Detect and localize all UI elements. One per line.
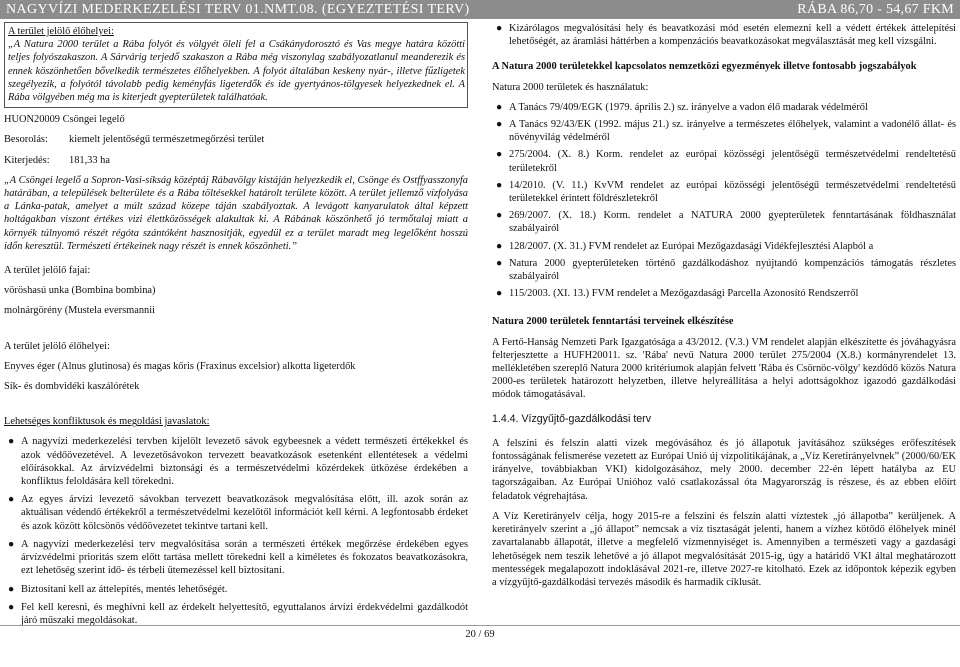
section-heading: 1.4.4. Vízgyűjtő-gazdálkodási terv (492, 412, 651, 425)
law-item: ● 269/2007. (X. 18.) Korm. rendelet a NATURA 2000 gyepterületek fenntartásának földhasználat szabályairól (496, 210, 956, 235)
bullet-icon: ● (496, 179, 503, 191)
page-header (0, 0, 960, 19)
area-label: Kiterjedés: (4, 154, 50, 166)
wfd-paragraph-1: A felszíni és felszín alatti vizek megóvásához és jó állapotuk javításához szükséges erőfeszítések fontosságának felismerése vezetett az Európai Unió új vízpolitikájának, a „Víz Keretirányelvnek” (2000/60/EK irányelve, továbbiakban VKI) kidolgozásához, mely 2000. december 22-én lépett hatályba az EU tagországaiban. Az Európai Unióhoz való csatlakozással óta Magyarország is részese, és az ebben előírt feladatok végrehajtása. (492, 437, 956, 502)
law-item: ● 115/2003. (XI. 13.) FVM rendelet a Mezőgazdasági Parcella Azonosító Rendszerről (496, 288, 859, 300)
box-text: „A Natura 2000 terület a Rába folyót és völgyét öleli fel a Csákánydorosztó és Vas megye határa közötti teljes folyószakaszon. A Sárvárig terjedő szakaszon a Rába még viszonylag szabályozatlanul meanderezik és ennek köszönhetően bővelkedik természetes élőhelyekben. A folyót általában keskeny nyár-, illetve fűzligetek szegélyezik, a folyótól távolabb pedig keményfás ligeterdők és ide gyertyános-tölgyesek helyezkednek el. A Rába völgyében még ma is kiterjedt gyepterületek találhatóak. (8, 39, 465, 104)
bullet-icon: ● (496, 23, 503, 34)
habitat-item: Enyves éger (Alnus glutinosa) és magas kőris (Fraxinus excelsior) alkotta ligeterdők (4, 360, 356, 372)
bullet-icon: ● (496, 149, 503, 161)
list-item: ● A nagyvízi mederkezelési tervben kijelölt levezető sávok egybeesnek a védett természeti értékekkel és azok védőövezetével. A levezetősávokon tervezett beavatkozások esetenként ellentétesek a védelmi előírásokkal. Az árvízvédelmi biztonsági és a természetvédelmi közérdekek ütközése érdekében a konfliktus feloldására kell törekedni. (8, 436, 468, 488)
list-item: ● Biztosítani kell az áttelepítés, mentés lehetőségét. (8, 583, 228, 595)
law-item: ● 128/2007. (X. 31.) FVM rendelet az Európai Mezőgazdasági Vidékfejlesztési Alapból a (496, 240, 874, 252)
intro-list (492, 22, 956, 48)
wfd-paragraph-2: A Víz Keretirányelv célja, hogy 2015-re a felszíni és felszín alatti víztestek „jó állapotba” kerüljenek. A keretirányelv szerint a „jó állapot” nemcsak a víz tisztaságát jelenti, hanem a vízhez kötődő élőhelyek minél zavartalanabb állapotát, illetve a megfelelő vízmennyiséget is. Amennyiben a természeti vagy a gazdasági lehetőségek nem teszik lehetővé a jó állapot megvalósítását 2015-ig, úgy a határidő VKI által meghatározott mentességek megalapozott indoklásával 2021-re, illetve 2027-re kitolható. Ezek az időpontok képezik egyben a vízgyűjtő-gazdálkodási tervezés második és harmadik ciklusát. (492, 510, 956, 588)
area-row (4, 154, 468, 167)
bullet-icon: ● (496, 119, 503, 131)
law-item: ● Natura 2000 gyepterületeken történő gazdálkodáshoz nyújtandó kompenzációs támogatás részletes szabályairól (496, 257, 956, 283)
classification-label: Besorolás: (4, 134, 48, 146)
law-item: ● A Tanács 92/43/EK (1992. május 21.) sz. irányelve a természetes élőhelyek, valamint a vadonélő állat- és növényvilág védelméről (496, 119, 956, 144)
natura-usage-heading: Natura 2000 területek és használatuk: (492, 81, 649, 93)
conventions-title: A Natura 2000 területekkel kapcsolatos nemzetközi egyezmények illetve fontosabb jogszabályok (492, 61, 917, 73)
page-number: 20 / 69 (465, 629, 495, 640)
bullet-icon: ● (8, 494, 15, 506)
plans-text: A Fertő-Hanság Nemzeti Park Igazgatósága a 43/2012. (V.3.) VM rendelet alapján elkészítette és jóváhagyásra felterjesztette a HUFH20011. sz. 'Rába' nevű Natura 2000 terület 275/2004 (X.8.) kormányrendelet 13. mellékletében szereplő Natura 2000 kritériumok alapján felvett 'Rába és Csörnöc-völgy' kezdődő közös Natura 2000-es területek határozott helyzetben, illetve helyreállítása a helyi adottságokhoz igazodó gazdálkodási módok támogatásával. (492, 336, 956, 401)
bullet-icon: ● (496, 210, 503, 222)
list-item: ● Fel kell keresni, és meghívni kell az érdekelt helyettesítő, egyuttalanos árvízi érdekvédelmi gazdálkodót járó műszaki megoldásokat. (8, 601, 468, 626)
species-item: vöröshasú unka (Bombina bombina) (4, 285, 156, 297)
law-item: ● 14/2010. (V. 11.) KvVM rendelet az európai közösségi jelentőségű természetvédelmi rendeltetésű területekkel érintett földrészletekről (496, 179, 956, 205)
conflicts-title: Lehetséges konfliktusok és megoldási javaslatok: (4, 416, 210, 428)
header-section-range: RÁBA 86,70 - 54,67 FKM (797, 2, 954, 17)
bullet-icon: ● (496, 101, 503, 113)
left-column (4, 22, 468, 632)
bullet-icon: ● (496, 240, 503, 252)
habitats-title: A terület jelölő élőhelyei: (4, 340, 110, 352)
classification-value: kiemelt jelentőségű természetmegőrzési terület (69, 134, 265, 146)
bullet-icon: ● (8, 601, 15, 613)
bullet-icon: ● (496, 257, 503, 269)
box-title: A terület jelölő élőhelyei: (8, 26, 114, 37)
species-title: A terület jelölő fajai: (4, 265, 91, 277)
species-item: molnárgörény (Mustela eversmannii (4, 305, 156, 317)
conflicts-list (4, 435, 468, 627)
list-item: ● A nagyvízi mederkezelési terv megvalósítása során a természeti értékek megőrzése érdekében egyes árvízvédelmi prioritás szem előtt tartása mellett törekedni kell a kiméletes és fokozatos beavatkozásokra, ezt lehetőség szerint idő- és térbeli ütemezéssel kell biztosítani. (8, 538, 468, 577)
laws-list (492, 101, 956, 301)
area-value: 181,33 ha (69, 154, 110, 166)
habitat-box (4, 22, 468, 108)
site-description-quote: „A Csöngei legelő a Sopron-Vasi-síkság középtáj Rábavölgy kistáján helyezkedik el, Csönge és Ostffyasszonyfa határában, a települések belterülete és a Rába töltésekkel határolt területe között. A terület jellemző vízfolyása a Lánka-patak, amelyet a múlt század közepe táján szabályoztak. A levágott kanyarulatok által képzett holtágakban viszont értékes vizi élettközösségek alakultak ki. A Rábának köszönhető jó termőtalaj miatt a környék túlnyomó részét régóta szántóként hasznosítják, egyedül ez a terület maradt meg legelőként hosszú időn keresztül. Természeti értékeinek nagy részét is ennek köszönheti.” (4, 174, 468, 252)
bullet-icon: ● (8, 436, 15, 448)
right-column (492, 22, 956, 589)
habitat-item: Sík- és dombvidéki kaszálórétek (4, 381, 140, 393)
plans-title: Natura 2000 területek fenntartási terveinek elkészítése (492, 316, 734, 328)
law-item: ● A Tanács 79/409/EGK (1979. április 2.) sz. irányelve a vadon élő madarak védelméről (496, 101, 868, 113)
bullet-icon: ● (496, 288, 503, 300)
bullet-icon: ● (8, 538, 15, 550)
footer-divider (0, 625, 960, 626)
list-item: ● Az egyes árvízi levezető sávokban tervezett beavatkozások megvalósítása előtt, ill. azok során az aktuálisan védendő értékekről a természetvédelmi kezelőtől információt kell kérni. A legfontosabb érdeket és azok között kölcsönös védőövezetet tekintve tartani kell. (8, 494, 468, 532)
classification-row (4, 133, 468, 146)
law-item: ● 275/2004. (X. 8.) Korm. rendelet az európai közösségi jelentőségű természetvédelmi rendeltetésű területekről (496, 149, 956, 174)
header-document-title: NAGYVÍZI MEDERKEZELÉSI TERV 01.NMT.08. (EGYEZTETÉSI TERV) (6, 2, 470, 17)
bullet-icon: ● (8, 583, 15, 595)
site-code: HUON20009 Csöngei legelő (4, 114, 125, 126)
list-item: ● Kizárólagos megvalósítási hely és beavatkozási mód esetén elemezni kell a védett értékek áttelepítési lehetőségét, az áramlási háttérben a kompenzációs beavatkozásokat megválasztását meg kell vizsgálni. (496, 23, 956, 48)
